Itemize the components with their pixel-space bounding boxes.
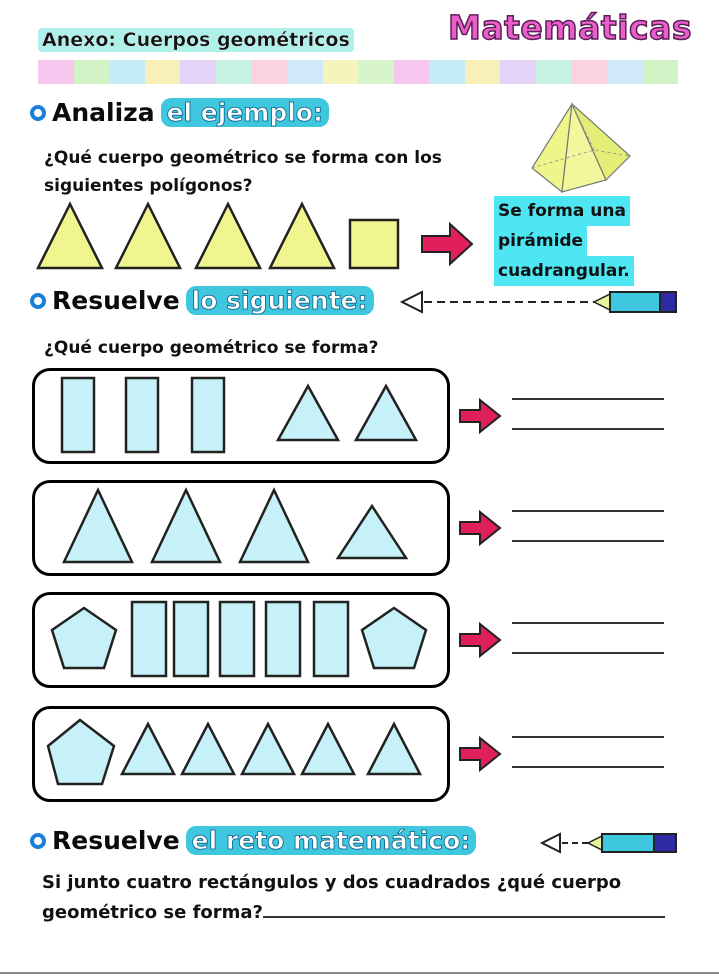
square-shape — [350, 220, 398, 268]
decorative-stripe — [38, 60, 678, 84]
pentagon-shape — [52, 608, 116, 668]
triangle-shape — [356, 386, 416, 440]
solve-question: ¿Qué cuerpo geométrico se forma? — [44, 338, 379, 358]
pentagon-shape — [48, 720, 114, 784]
stripe-segment — [74, 60, 110, 84]
exercise-shapes — [52, 374, 432, 458]
triangle-shape — [338, 506, 406, 558]
arrow-right-icon — [458, 736, 502, 772]
section-title-challenge — [30, 826, 476, 855]
stripe-segment — [465, 60, 501, 84]
triangle-shape — [278, 386, 338, 440]
challenge-question — [42, 868, 682, 928]
worksheet-label: Anexo: Cuerpos geométricos — [38, 28, 354, 52]
section-title-highlight: el ejemplo: — [161, 98, 329, 127]
stripe-segment — [394, 60, 430, 84]
rectangle-shape — [126, 378, 158, 452]
stripe-segment — [607, 60, 643, 84]
pentagon-shape — [362, 608, 426, 668]
answer-line-1: Se forma una — [494, 196, 630, 226]
arrow-right-icon — [458, 398, 502, 434]
triangle-shape — [64, 490, 132, 562]
arrow-right-icon — [458, 510, 502, 546]
triangle-shape — [38, 204, 102, 268]
arrow-right-icon — [458, 622, 502, 658]
stripe-segment — [429, 60, 465, 84]
answer-line[interactable] — [512, 622, 664, 624]
rectangle-shape — [132, 602, 166, 676]
stripe-segment — [251, 60, 287, 84]
exercise-shapes — [44, 596, 444, 684]
section-title-solve — [30, 286, 374, 315]
example-answer — [494, 196, 642, 286]
bullet-icon — [30, 105, 46, 121]
triangle-shape — [302, 724, 354, 774]
answer-line-2: pirámide — [494, 226, 587, 256]
stripe-segment — [358, 60, 394, 84]
triangle-shape — [196, 204, 260, 268]
triangle-shape — [240, 490, 308, 562]
section-title-plain: Analiza — [52, 98, 155, 127]
triangle-shape — [122, 724, 174, 774]
rectangle-shape — [174, 602, 208, 676]
rectangle-shape — [62, 378, 94, 452]
triangle-shape — [152, 490, 220, 562]
challenge-answer-line[interactable] — [263, 898, 665, 918]
section-title-example — [30, 98, 329, 127]
arrow-right-icon — [422, 224, 472, 264]
exercise-shapes — [52, 486, 432, 570]
stripe-segment — [500, 60, 536, 84]
question-line-2: siguientes polígonos? — [44, 176, 253, 196]
stripe-segment — [38, 60, 74, 84]
stripe-segment — [216, 60, 252, 84]
example-polygons — [36, 200, 476, 272]
stripe-segment — [536, 60, 572, 84]
page-bottom-rule — [0, 972, 719, 974]
subject-title: Matemáticas — [448, 8, 692, 47]
challenge-line-2: geométrico se forma? — [42, 902, 263, 923]
stripe-segment — [180, 60, 216, 84]
answer-line[interactable] — [512, 766, 664, 768]
stripe-segment — [643, 60, 679, 84]
answer-line[interactable] — [512, 398, 664, 400]
section-title-highlight: el reto matemático: — [186, 826, 477, 855]
stripe-segment — [109, 60, 145, 84]
pencil-icon — [538, 830, 680, 856]
rectangle-shape — [266, 602, 300, 676]
triangle-shape — [242, 724, 294, 774]
square-pyramid-illustration — [520, 100, 660, 200]
answer-line[interactable] — [512, 540, 664, 542]
answer-line[interactable] — [512, 510, 664, 512]
exercise-shapes — [44, 712, 444, 796]
section-title-highlight: lo siguiente: — [186, 286, 374, 315]
section-title-plain: Resuelve — [52, 286, 180, 315]
rectangle-shape — [192, 378, 224, 452]
answer-line[interactable] — [512, 652, 664, 654]
bullet-icon — [30, 293, 46, 309]
answer-line[interactable] — [512, 428, 664, 430]
section-title-plain: Resuelve — [52, 826, 180, 855]
rectangle-shape — [220, 602, 254, 676]
rectangle-shape — [314, 602, 348, 676]
example-question — [44, 144, 442, 200]
pencil-icon — [398, 288, 680, 316]
bullet-icon — [30, 833, 46, 849]
stripe-segment — [323, 60, 359, 84]
stripe-segment — [287, 60, 323, 84]
answer-line-3: cuadrangular. — [494, 256, 634, 286]
stripe-segment — [571, 60, 607, 84]
answer-line[interactable] — [512, 736, 664, 738]
triangle-shape — [270, 204, 334, 268]
triangle-shape — [182, 724, 234, 774]
question-line-1: ¿Qué cuerpo geométrico se forma con los — [44, 148, 442, 168]
triangle-shape — [368, 724, 420, 774]
challenge-line-1: Si junto cuatro rectángulos y dos cuadrados ¿qué cuerpo — [42, 872, 622, 893]
triangle-shape — [116, 204, 180, 268]
stripe-segment — [145, 60, 181, 84]
